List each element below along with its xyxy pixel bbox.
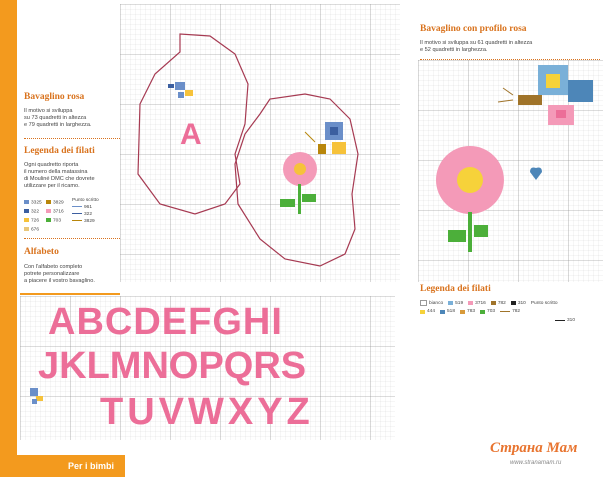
left-orange-margin (0, 0, 17, 477)
legend-item: 3829 (46, 200, 64, 205)
watermark-brand: Страна Мам (490, 440, 578, 456)
legend-item: 3325 (24, 200, 42, 205)
desc-line: Con l'alfabeto completo (24, 264, 83, 270)
backstitch-item: 782 (500, 309, 520, 314)
swatch (46, 200, 51, 204)
legend-item: 782 (491, 301, 506, 306)
watermark-url: www.stranamam.ru (510, 460, 562, 466)
title-legenda-right: Legenda dei filati (420, 284, 491, 294)
desc-line: potrete personalizzare (24, 271, 80, 277)
swatch (420, 310, 425, 314)
swatch (480, 310, 485, 314)
alphabet-row-3: TUVWXYZ (100, 391, 314, 433)
legend-item: 703 (480, 309, 495, 314)
legend-item: bianco (420, 300, 443, 306)
desc-line: a piacere il vostro bavaglino. (24, 278, 95, 284)
desc-line: Ogni quadretto riporta (24, 162, 79, 168)
legend-item: 676 (24, 227, 39, 232)
swatch (448, 301, 453, 305)
swatch (46, 218, 51, 222)
desc-line: e 52 quadretti in larghezza. (420, 47, 488, 53)
alphabet-row-1: ABCDEFGHI (48, 301, 283, 343)
chart-bib-profilo (418, 60, 603, 282)
legend-item: 703 (46, 218, 61, 223)
alphabet-row-2: JKLMNOPQRS (38, 345, 307, 387)
legend-right-row1 (420, 300, 563, 306)
swatch (24, 209, 29, 213)
swatch (468, 301, 473, 305)
legend-item: 726 (24, 218, 39, 223)
desc-bavaglino-profilo (420, 40, 532, 54)
legend-item: 3716 (468, 301, 486, 306)
swatch (24, 200, 29, 204)
legend-item: 519 (448, 301, 463, 306)
legend-item: 444 (420, 309, 435, 314)
desc-line: e 79 quadretti in larghezza. (24, 122, 92, 128)
divider (24, 138, 120, 139)
desc-line: utilizzare per il ricamo. (24, 183, 80, 189)
title-alfabeto: Alfabeto (24, 247, 59, 257)
desc-line: di Mouliné DMC che dovrete (24, 176, 95, 182)
page-number: 28 (115, 447, 121, 453)
legend-item: 783 (460, 309, 475, 314)
swatch (24, 227, 29, 231)
chart-alphabet (20, 296, 395, 440)
legend-right-row3 (555, 318, 580, 323)
legend-item: 310 (511, 301, 526, 306)
swatch (440, 310, 445, 314)
backstitch-label: Punto scritto (72, 198, 99, 203)
swatch (420, 300, 427, 306)
backstitch-label: Punto scritto (530, 300, 558, 306)
backstitch-item: 961 (72, 205, 92, 210)
orange-rule (20, 293, 120, 295)
swatch (46, 209, 51, 213)
legend-right-row2 (420, 309, 525, 314)
backstitch-item: 322 (72, 212, 92, 217)
legend-item: 518 (440, 309, 455, 314)
desc-line: Il motivo si sviluppa (24, 108, 73, 114)
backstitch-item: 310 (555, 318, 575, 323)
swatch (24, 218, 29, 222)
footer-section-title: Per i bimbi (68, 461, 115, 471)
title-bavaglino-rosa: Bavaglino rosa (24, 92, 85, 102)
desc-line: Il motivo si sviluppa su 61 quadretti in altezza (420, 40, 533, 46)
desc-line: il numero della matassina (24, 169, 88, 175)
legend-item: 3716 (46, 209, 64, 214)
swatch (511, 301, 516, 305)
desc-bavaglino-rosa (24, 108, 91, 129)
swatch (491, 301, 496, 305)
chart-letter: A (180, 118, 202, 151)
desc-alfabeto (24, 264, 95, 285)
title-legenda-left: Legenda dei filati (24, 146, 95, 156)
chart-bib-rosa (120, 4, 400, 284)
desc-legenda-left (24, 162, 95, 190)
title-bavaglino-profilo: Bavaglino con profilo rosa (420, 24, 527, 34)
desc-line: su 73 quadretti in altezza (24, 115, 87, 121)
divider (24, 238, 120, 239)
swatch (460, 310, 465, 314)
legend-item: 322 (24, 209, 39, 214)
backstitch-item: 3829 (72, 219, 95, 224)
